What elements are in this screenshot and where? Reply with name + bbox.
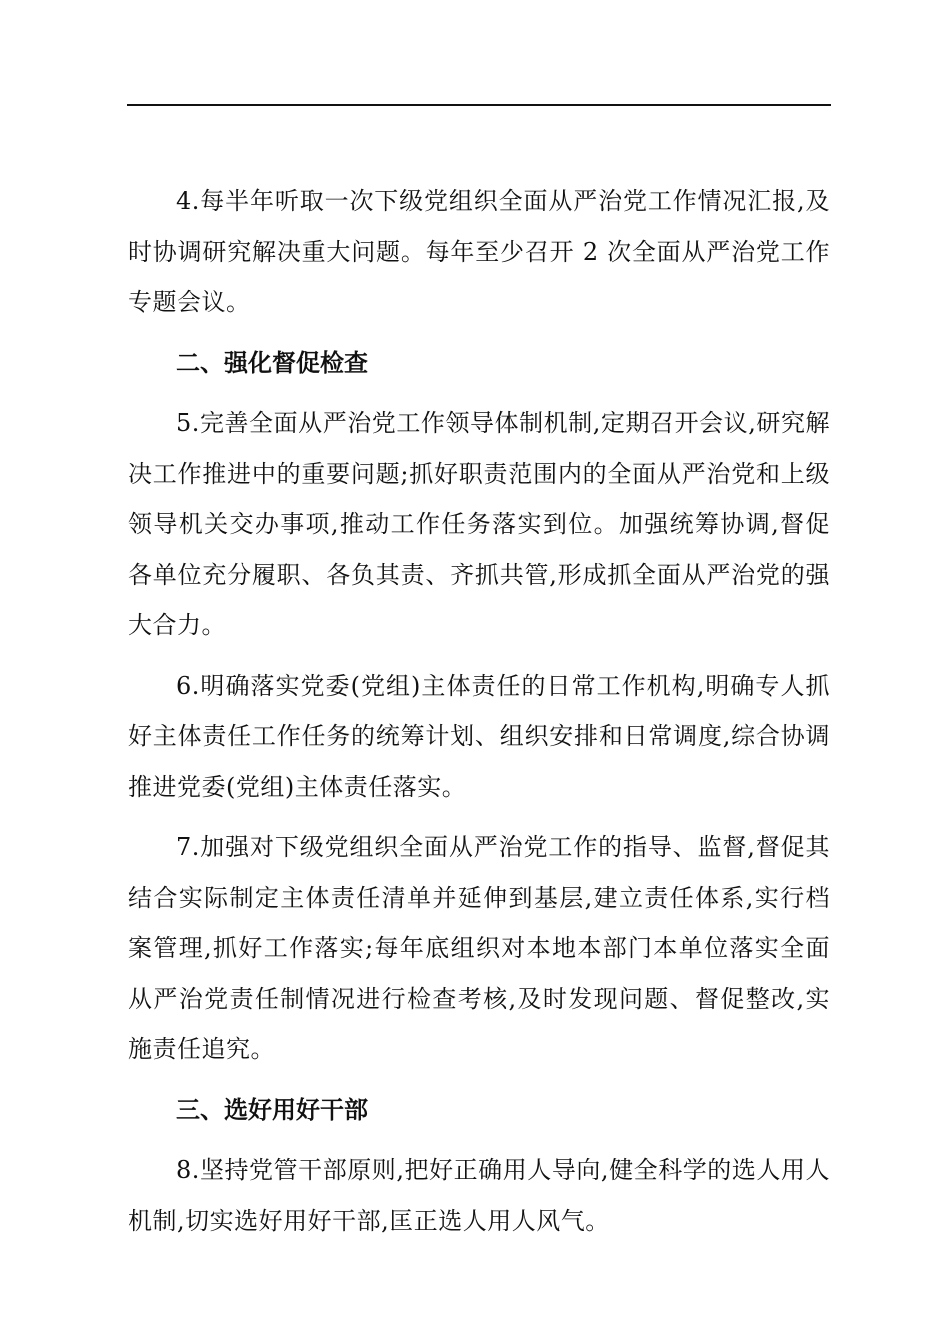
paragraph-item-4: 4.每半年听取一次下级党组织全面从严治党工作情况汇报,及时协调研究解决重大问题。每年至少召开 2 次全面从严治党工作专题会议。 (128, 187, 830, 316)
paragraph-item-8: 8.坚持党管干部原则,把好正确用人导向,健全科学的选人用人机制,切实选好用好干部,匡正选人用人风气。 (128, 1156, 830, 1235)
section-heading-3: 三、选好用好干部 (176, 1095, 368, 1124)
section-heading-2: 二、强化督促检查 (176, 348, 368, 377)
paragraph-item-6: 6.明确落实党委(党组)主体责任的日常工作机构,明确专人抓好主体责任工作任务的统筹计划、组织安排和日常调度,综合协调推进党委(党组)主体责任落实。 (128, 671, 830, 801)
paragraph-item-7: 7.加强对下级党组织全面从严治党工作的指导、监督,督促其结合实际制定主体责任清单并延伸到基层,建立责任体系,实行档案管理,抓好工作落实;每年底组织对本地本部门本单位落实全面从严治党责任制情况进行检查考核,及时发现问题、督促整改,实施责任追究。 (128, 833, 830, 1063)
header-rule (127, 104, 831, 106)
document-body (128, 176, 830, 1256)
paragraph-item-5: 5.完善全面从严治党工作领导体制机制,定期召开会议,研究解决工作推进中的重要问题;抓好职责范围内的全面从严治党和上级领导机关交办事项,推动工作任务落实到位。加强统筹协调,督促各单位充分履职、各负其责、齐抓共管,形成抓全面从严治党的强大合力。 (128, 409, 830, 639)
